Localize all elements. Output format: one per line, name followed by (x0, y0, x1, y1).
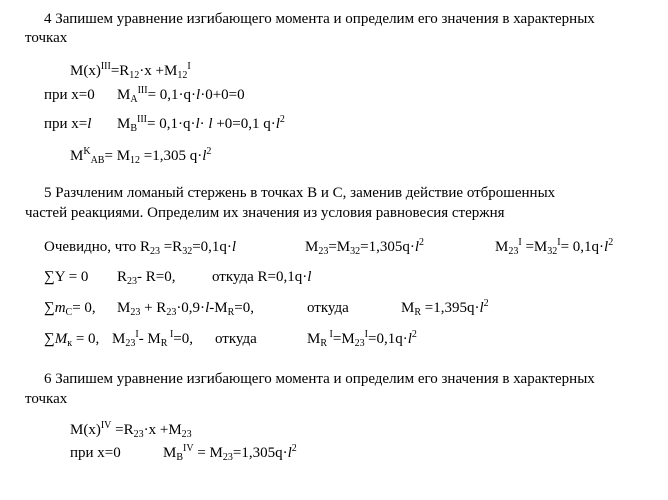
section6-heading-line1: 6 Запишем уравнение изгибающего момента и определим его значения в характерных (44, 371, 595, 387)
section5-row3-result: $M_R =1,395q\cdot l^2$ (401, 298, 489, 318)
section5-row4-result: $M_R$ $^I=M_{23}^I=0,1q\cdot l^2$ (307, 329, 417, 349)
section5-heading-line2: частей реакциями. Определим их значения из условия равновесия стержня (25, 205, 505, 221)
section6-heading-line2: точках (25, 391, 68, 407)
section5-row4-word: откуда (215, 331, 257, 347)
section6-moment-equation: $M(x)^{IV} =R_{23}\cdot x +M_{23}$ (70, 420, 192, 440)
section4-case1-condition: при x=0 (44, 87, 95, 103)
section5-heading-line1: 5 Разчленим ломаный стержень в точках В и С, заменив действие отброшенных (44, 185, 556, 201)
section5-row4-expression: $M_{23}^I-$ $M_R$ $^I$=0, (112, 329, 194, 349)
section5-row4-equation: $\sum M_к = 0$, (44, 331, 100, 349)
section5-row2-result: откуда R=0,1q·l (212, 269, 312, 285)
section6-case1-value: $M_B^{IV} = M_{23}=1,305q\cdot l^2$ (163, 443, 297, 463)
section5-row3-expression: $M_{23} + R_{23}\cdot 0,9\cdot l-M_R=0$, (117, 300, 254, 318)
section5-row3-equation: $\sum m_C= 0$, (44, 300, 96, 318)
section5-row1-m23-prime: $M_{23}^I =M_{32}^I= 0,1q\cdot l^2$ (495, 237, 614, 257)
section5-row2-expression: $R_{23}-$ R=0, (117, 269, 176, 287)
section4-case2-condition: при x=l (44, 116, 92, 132)
section5-row1-m23: $M_{23}=M_{32}=1,305q\cdot l^2$ (305, 237, 425, 257)
section4-result: $M^K_{AB}= M_{12} =1,305$ $q\cdot l^2$ (70, 146, 212, 166)
section5-row3-word: откуда (307, 300, 349, 316)
section4-case1-value: $M_A^{III}= 0,1\cdot q\cdot l\cdot 0+0=0$ (117, 85, 245, 105)
section4-heading-line1: 4 Запишем уравнение изгибающего момента и определим его значения в характерных (44, 11, 595, 27)
section5-row2-equation: ∑Y = 0 (44, 269, 89, 285)
section5-row1-r23: Очевидно, что $R_{23} =R_{32}=0,1q\cdot l$ (44, 239, 237, 257)
section4-heading-line2: точках (25, 30, 68, 46)
section6-case1-condition: при x=0 (70, 445, 121, 461)
section4-case2-value: $M_B^{III}= 0,1\cdot q\cdot l\cdot l +0=0,1$ $q\cdot l^2$ (117, 114, 285, 134)
section4-moment-equation: $M(x)^{III}=R_{12}\cdot x +M_{12}^I$ (70, 61, 191, 81)
